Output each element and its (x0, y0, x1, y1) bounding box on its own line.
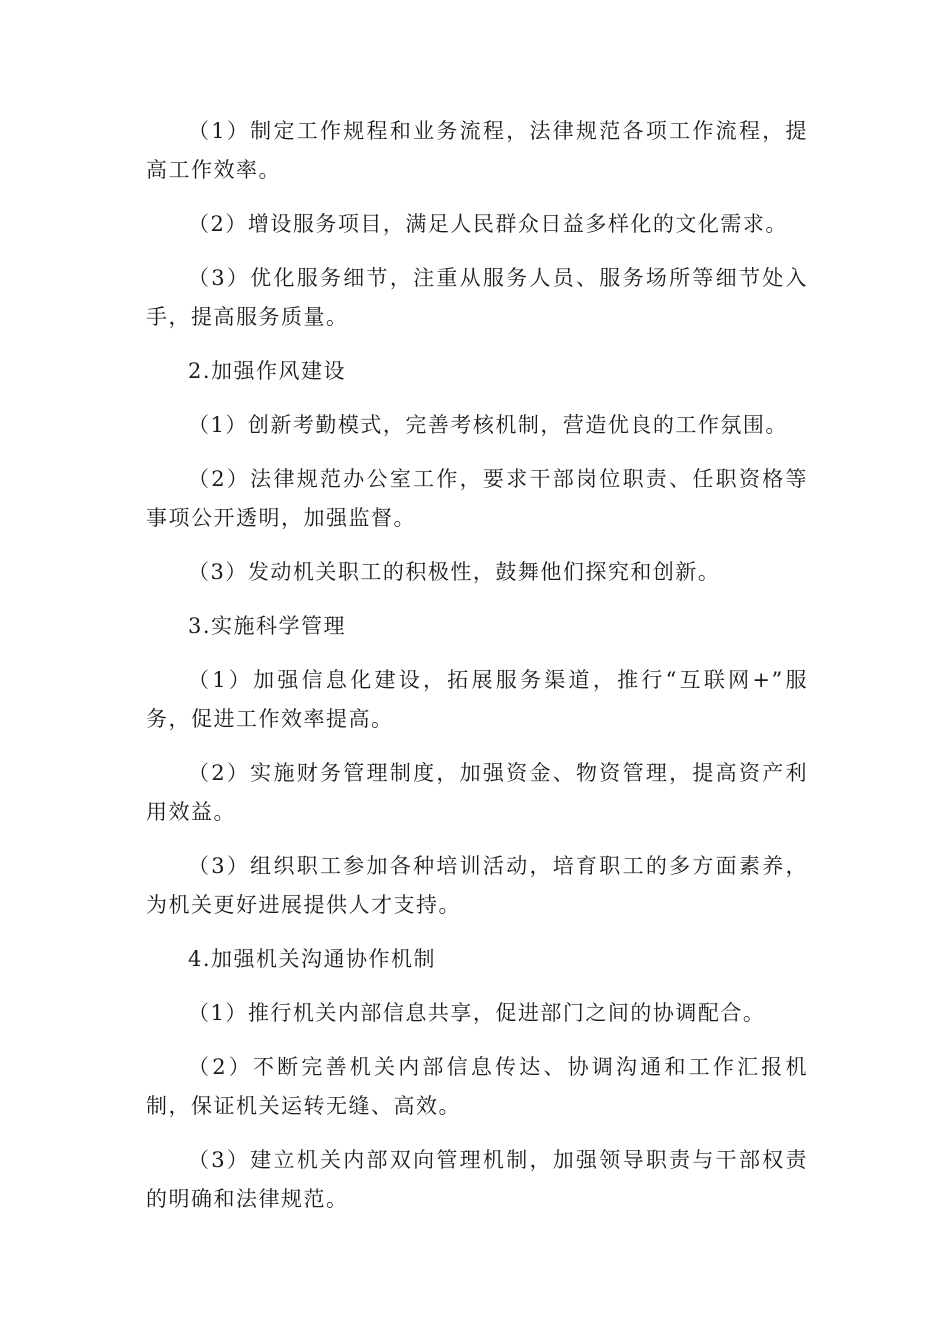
paragraph-item-2: （2）增设服务项目，满足人民群众日益多样化的文化需求。 (188, 212, 788, 236)
section-heading-2: 2.加强作风建设 (188, 359, 347, 383)
paragraph-item-6: （3）发动机关职工的积极性，鼓舞他们探究和创新。 (188, 560, 721, 584)
paragraph-item-9: （3）组织职工参加各种培训活动，培育职工的多方面素养，为机关更好进展提供人才支持。 (146, 854, 808, 917)
paragraph-item-12: （3）建立机关内部双向管理机制，加强领导职责与干部权责的明确和法律规范。 (146, 1148, 808, 1211)
paragraph-item-10: （1）推行机关内部信息共享，促进部门之间的协调配合。 (188, 1001, 766, 1025)
paragraph-item-1: （1）制定工作规程和业务流程，法律规范各项工作流程，提高工作效率。 (146, 119, 808, 182)
paragraph-item-7: （1）加强信息化建设，拓展服务渠道，推行“互联网+”服务，促进工作效率提高。 (146, 668, 808, 731)
paragraph-item-4: （1）创新考勤模式，完善考核机制，营造优良的工作氛围。 (188, 413, 788, 437)
paragraph-item-5: （2）法律规范办公室工作，要求干部岗位职责、任职资格等事项公开透明，加强监督。 (146, 467, 808, 530)
document-body (146, 112, 808, 1219)
section-heading-3: 3.实施科学管理 (188, 614, 347, 638)
paragraph-item-11: （2）不断完善机关内部信息传达、协调沟通和工作汇报机制，保证机关运转无缝、高效。 (146, 1055, 808, 1118)
section-heading-4: 4.加强机关沟通协作机制 (188, 947, 437, 971)
paragraph-item-3: （3）优化服务细节，注重从服务人员、服务场所等细节处入手，提高服务质量。 (146, 266, 808, 329)
paragraph-item-8: （2）实施财务管理制度，加强资金、物资管理，提高资产利用效益。 (146, 761, 808, 824)
